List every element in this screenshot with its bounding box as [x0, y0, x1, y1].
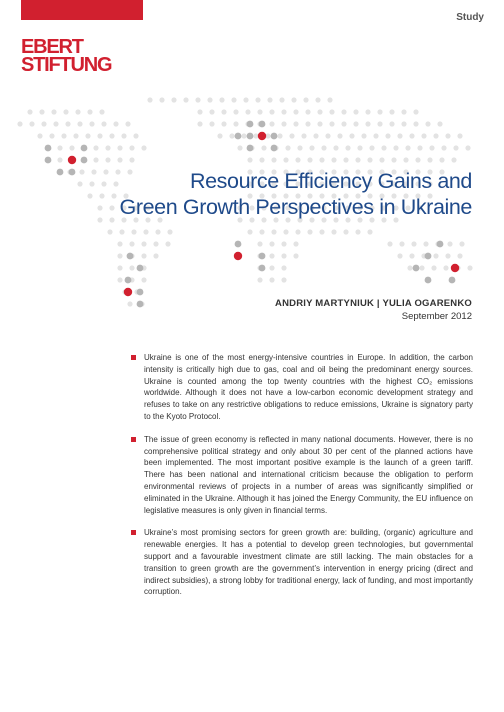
map-dot: [367, 157, 372, 162]
map-dot: [109, 133, 114, 138]
map-dot: [271, 145, 278, 152]
map-dot: [417, 145, 422, 150]
map-dot: [453, 145, 458, 150]
map-dot: [77, 121, 82, 126]
map-dot: [413, 121, 418, 126]
bullet-square-icon: [131, 437, 136, 442]
map-dot: [113, 121, 118, 126]
map-dot: [269, 253, 274, 258]
page-title: [52, 168, 472, 220]
map-dot: [49, 133, 54, 138]
map-dot: [271, 133, 278, 140]
map-dot: [403, 157, 408, 162]
map-dot: [437, 241, 444, 248]
map-dot: [129, 265, 134, 270]
map-dot: [247, 121, 254, 128]
map-dot: [285, 145, 290, 150]
map-dot: [355, 229, 360, 234]
map-dot: [431, 265, 436, 270]
map-dot: [425, 253, 432, 260]
title-line-2: Green Growth Perspectives in Ukraine: [119, 195, 472, 219]
map-dot: [281, 109, 286, 114]
map-dot: [269, 241, 274, 246]
map-dot: [221, 121, 226, 126]
map-dot: [293, 253, 298, 258]
map-dot: [53, 121, 58, 126]
map-dot: [409, 133, 414, 138]
map-dot: [255, 97, 260, 102]
logo-line-3: STIFTUNG: [21, 54, 112, 76]
map-dot: [235, 241, 242, 248]
map-dot: [443, 265, 448, 270]
map-dot: [457, 253, 462, 258]
map-dot: [309, 145, 314, 150]
map-dot: [467, 265, 472, 270]
map-dot: [377, 121, 382, 126]
summary-bullets: [131, 352, 473, 609]
map-dot: [159, 97, 164, 102]
map-dot: [373, 133, 378, 138]
map-dot: [327, 97, 332, 102]
map-dot: [341, 121, 346, 126]
map-dot: [317, 121, 322, 126]
map-highlight-dot: [451, 264, 459, 272]
map-dot: [465, 145, 470, 150]
map-dot: [141, 277, 146, 282]
map-dot: [451, 157, 456, 162]
map-dot: [293, 241, 298, 246]
map-dot: [305, 121, 310, 126]
map-dot: [289, 133, 294, 138]
map-dot: [411, 241, 416, 246]
map-dot: [197, 109, 202, 114]
map-dot: [17, 121, 22, 126]
map-dot: [297, 145, 302, 150]
map-dot: [349, 133, 354, 138]
map-dot: [355, 157, 360, 162]
map-dot: [305, 109, 310, 114]
map-dot: [129, 157, 134, 162]
map-dot: [353, 109, 358, 114]
map-dot: [401, 121, 406, 126]
map-dot: [389, 109, 394, 114]
map-dot: [233, 121, 238, 126]
map-dot: [329, 109, 334, 114]
map-dot: [277, 133, 282, 138]
map-dot: [63, 109, 68, 114]
map-dot: [445, 253, 450, 258]
map-dot: [217, 133, 222, 138]
map-dot: [427, 157, 432, 162]
bullet-text: The issue of green economy is reflected in many national documents. However, there is no comprehensive political strategy and only about 30 per cent of the planned actions have been implemented. The most important positive example is the launch of a green tariff. There has been national and international criticism because the obligation to perform environmental reviews of projects in a number of areas was significantly simplified or eliminated in the Ukraine. Although it has joined the Energy Community, the EU influence on legislative measures is only given in financial terms.: [144, 434, 473, 515]
logo-line-2: EBERT: [21, 36, 83, 58]
map-dot: [45, 145, 52, 152]
map-dot: [393, 145, 398, 150]
map-dot: [131, 229, 136, 234]
map-dot: [81, 145, 88, 152]
summary-bullet: [131, 352, 473, 423]
map-dot: [247, 229, 252, 234]
map-dot: [247, 157, 252, 162]
map-dot: [447, 241, 452, 246]
map-dot: [267, 97, 272, 102]
map-dot: [421, 133, 426, 138]
map-dot: [97, 133, 102, 138]
map-dot: [39, 109, 44, 114]
map-dot: [385, 133, 390, 138]
map-dot: [407, 265, 412, 270]
logo-line-1: FRIEDRICH: [21, 18, 120, 40]
map-dot: [147, 97, 152, 102]
map-dot: [399, 241, 404, 246]
map-dot: [367, 229, 372, 234]
fes-logo: [21, 0, 151, 78]
authors: ANDRIY MARTYNIUK | YULIA OGARENKO: [275, 298, 472, 309]
map-dot: [281, 265, 286, 270]
map-dot: [269, 277, 274, 282]
map-dot: [433, 133, 438, 138]
map-dot: [315, 97, 320, 102]
map-dot: [171, 97, 176, 102]
map-dot: [165, 241, 170, 246]
map-dot: [331, 157, 336, 162]
map-dot: [105, 145, 110, 150]
map-dot: [341, 109, 346, 114]
map-dot: [409, 253, 414, 258]
map-dot: [259, 157, 264, 162]
title-line-1: Resource Efficiency Gains and: [190, 169, 472, 193]
map-dot: [195, 97, 200, 102]
map-dot: [439, 157, 444, 162]
map-dot: [345, 145, 350, 150]
document-type-label: Study: [456, 12, 484, 23]
map-dot: [125, 277, 132, 284]
map-dot: [283, 157, 288, 162]
map-dot: [119, 229, 124, 234]
map-dot: [397, 133, 402, 138]
map-dot: [45, 157, 52, 164]
map-dot: [281, 121, 286, 126]
map-dot: [235, 133, 242, 140]
map-dot: [247, 133, 254, 140]
map-dot: [127, 253, 134, 260]
map-dot: [85, 133, 90, 138]
map-dot: [441, 145, 446, 150]
map-dot: [51, 109, 56, 114]
map-dot: [259, 121, 266, 128]
map-dot: [413, 109, 418, 114]
map-dot: [93, 157, 98, 162]
map-dot: [295, 229, 300, 234]
map-dot: [433, 253, 438, 258]
map-dot: [81, 157, 88, 164]
map-dot: [129, 241, 134, 246]
map-dot: [279, 97, 284, 102]
map-dot: [61, 133, 66, 138]
map-dot: [353, 121, 358, 126]
map-dot: [365, 109, 370, 114]
map-dot: [221, 109, 226, 114]
map-dot: [271, 157, 276, 162]
map-dot: [117, 157, 122, 162]
map-dot: [73, 133, 78, 138]
map-dot: [117, 265, 122, 270]
map-dot: [343, 157, 348, 162]
summary-bullet: [131, 434, 473, 517]
map-dot: [69, 145, 74, 150]
map-dot: [413, 265, 420, 272]
map-dot: [391, 157, 396, 162]
map-dot: [57, 145, 62, 150]
map-dot: [423, 241, 428, 246]
map-dot: [303, 97, 308, 102]
map-dot: [247, 145, 254, 152]
map-dot: [281, 277, 286, 282]
map-dot: [153, 253, 158, 258]
map-dot: [257, 241, 262, 246]
map-dot: [293, 109, 298, 114]
map-dot: [317, 109, 322, 114]
map-dot: [207, 97, 212, 102]
map-dot: [117, 277, 122, 282]
bullet-text: Ukraine’s most promising sectors for green growth are: building, (organic) agriculture and renewable energies. It has a potential to develop green technologies, but governmental support and a favourable investment climate are still lacking. The main obstacles for a transition to green growth are the government’s intervention in energy pricing (direct and indirect subsidies), a strong lobby for traditional energy, lack of funding, and most importantly corruption.: [144, 528, 473, 597]
map-dot: [233, 109, 238, 114]
map-dot: [167, 229, 172, 234]
map-dot: [313, 133, 318, 138]
map-dot: [337, 133, 342, 138]
map-dot: [415, 157, 420, 162]
map-dot: [75, 109, 80, 114]
map-dot: [331, 229, 336, 234]
map-dot: [117, 241, 122, 246]
map-highlight-dot: [68, 156, 76, 164]
map-dot: [329, 121, 334, 126]
publication-date: September 2012: [401, 311, 472, 322]
map-dot: [27, 109, 32, 114]
map-dot: [37, 133, 42, 138]
map-dot: [333, 145, 338, 150]
logo-red-bar: [21, 0, 143, 20]
map-dot: [133, 133, 138, 138]
map-dot: [245, 109, 250, 114]
map-dot: [387, 241, 392, 246]
map-dot: [269, 109, 274, 114]
map-dot: [183, 97, 188, 102]
map-dot: [101, 121, 106, 126]
map-dot: [307, 229, 312, 234]
map-dot: [319, 229, 324, 234]
map-dot: [241, 133, 246, 138]
map-dot: [209, 121, 214, 126]
map-dot: [125, 121, 130, 126]
map-dot: [293, 121, 298, 126]
map-dot: [259, 253, 266, 260]
map-dot: [237, 145, 242, 150]
map-dot: [105, 157, 110, 162]
map-dot: [283, 229, 288, 234]
map-dot: [325, 133, 330, 138]
map-dot: [449, 277, 456, 284]
map-dot: [89, 121, 94, 126]
map-dot: [291, 97, 296, 102]
map-dot: [269, 121, 274, 126]
map-dot: [259, 265, 266, 272]
bullet-text: Ukraine is one of the most energy-intensive countries in Europe. In addition, the carbon intensity is critically high due to gas, coal and oil being the predominant energy sources. Ukraine is counted among the top twenty countries with the highest CO₂ emissions worldwide. Although it does not have a low-carbon economic development strategy and refuses to take on any restrictive obligations to reduce emissions, Ukraine is signatory party to the Kyoto Protocol.: [144, 353, 473, 421]
map-dot: [379, 157, 384, 162]
map-dot: [243, 97, 248, 102]
map-dot: [457, 133, 462, 138]
map-dot: [93, 145, 98, 150]
map-dot: [121, 133, 126, 138]
map-dot: [321, 145, 326, 150]
map-dot: [361, 133, 366, 138]
map-dot: [137, 265, 144, 272]
map-dot: [219, 97, 224, 102]
map-dot: [295, 157, 300, 162]
map-dot: [141, 241, 146, 246]
map-dot: [429, 145, 434, 150]
map-dot: [405, 145, 410, 150]
map-dot: [401, 109, 406, 114]
map-dot: [117, 253, 122, 258]
map-dot: [377, 109, 382, 114]
map-dot: [229, 133, 234, 138]
map-dot: [231, 97, 236, 102]
summary-bullet: [131, 527, 473, 598]
map-dot: [425, 277, 432, 284]
map-dot: [153, 241, 158, 246]
map-dot: [117, 145, 122, 150]
map-dot: [127, 301, 132, 306]
map-dot: [197, 121, 202, 126]
map-highlight-dot: [124, 288, 132, 296]
map-dot: [107, 229, 112, 234]
map-dot: [357, 145, 362, 150]
map-dot: [269, 265, 274, 270]
map-dot: [57, 157, 62, 162]
map-dot: [141, 145, 146, 150]
map-dot: [369, 145, 374, 150]
map-highlight-dot: [258, 132, 266, 140]
map-dot: [445, 133, 450, 138]
map-dot: [281, 241, 286, 246]
map-dot: [137, 289, 144, 296]
map-dot: [143, 229, 148, 234]
map-dot: [459, 241, 464, 246]
map-dot: [437, 121, 442, 126]
map-dot: [155, 229, 160, 234]
map-dot: [65, 121, 70, 126]
map-dot: [257, 109, 262, 114]
map-dot: [29, 121, 34, 126]
map-dot: [389, 121, 394, 126]
map-dot: [343, 229, 348, 234]
map-dot: [271, 229, 276, 234]
map-dot: [259, 229, 264, 234]
map-dot: [307, 157, 312, 162]
map-dot: [41, 121, 46, 126]
map-dot: [257, 277, 262, 282]
map-dot: [99, 109, 104, 114]
map-dot: [301, 133, 306, 138]
map-dot: [397, 253, 402, 258]
map-dot: [261, 145, 266, 150]
map-dot: [137, 301, 144, 308]
map-highlight-dot: [234, 252, 242, 260]
map-dot: [87, 109, 92, 114]
map-dot: [281, 253, 286, 258]
bullet-square-icon: [131, 530, 136, 535]
bullet-square-icon: [131, 355, 136, 360]
map-dot: [319, 157, 324, 162]
map-dot: [129, 145, 134, 150]
map-dot: [381, 145, 386, 150]
map-dot: [425, 121, 430, 126]
map-dot: [141, 253, 146, 258]
map-dot: [365, 121, 370, 126]
map-dot: [209, 109, 214, 114]
map-dot: [419, 265, 424, 270]
